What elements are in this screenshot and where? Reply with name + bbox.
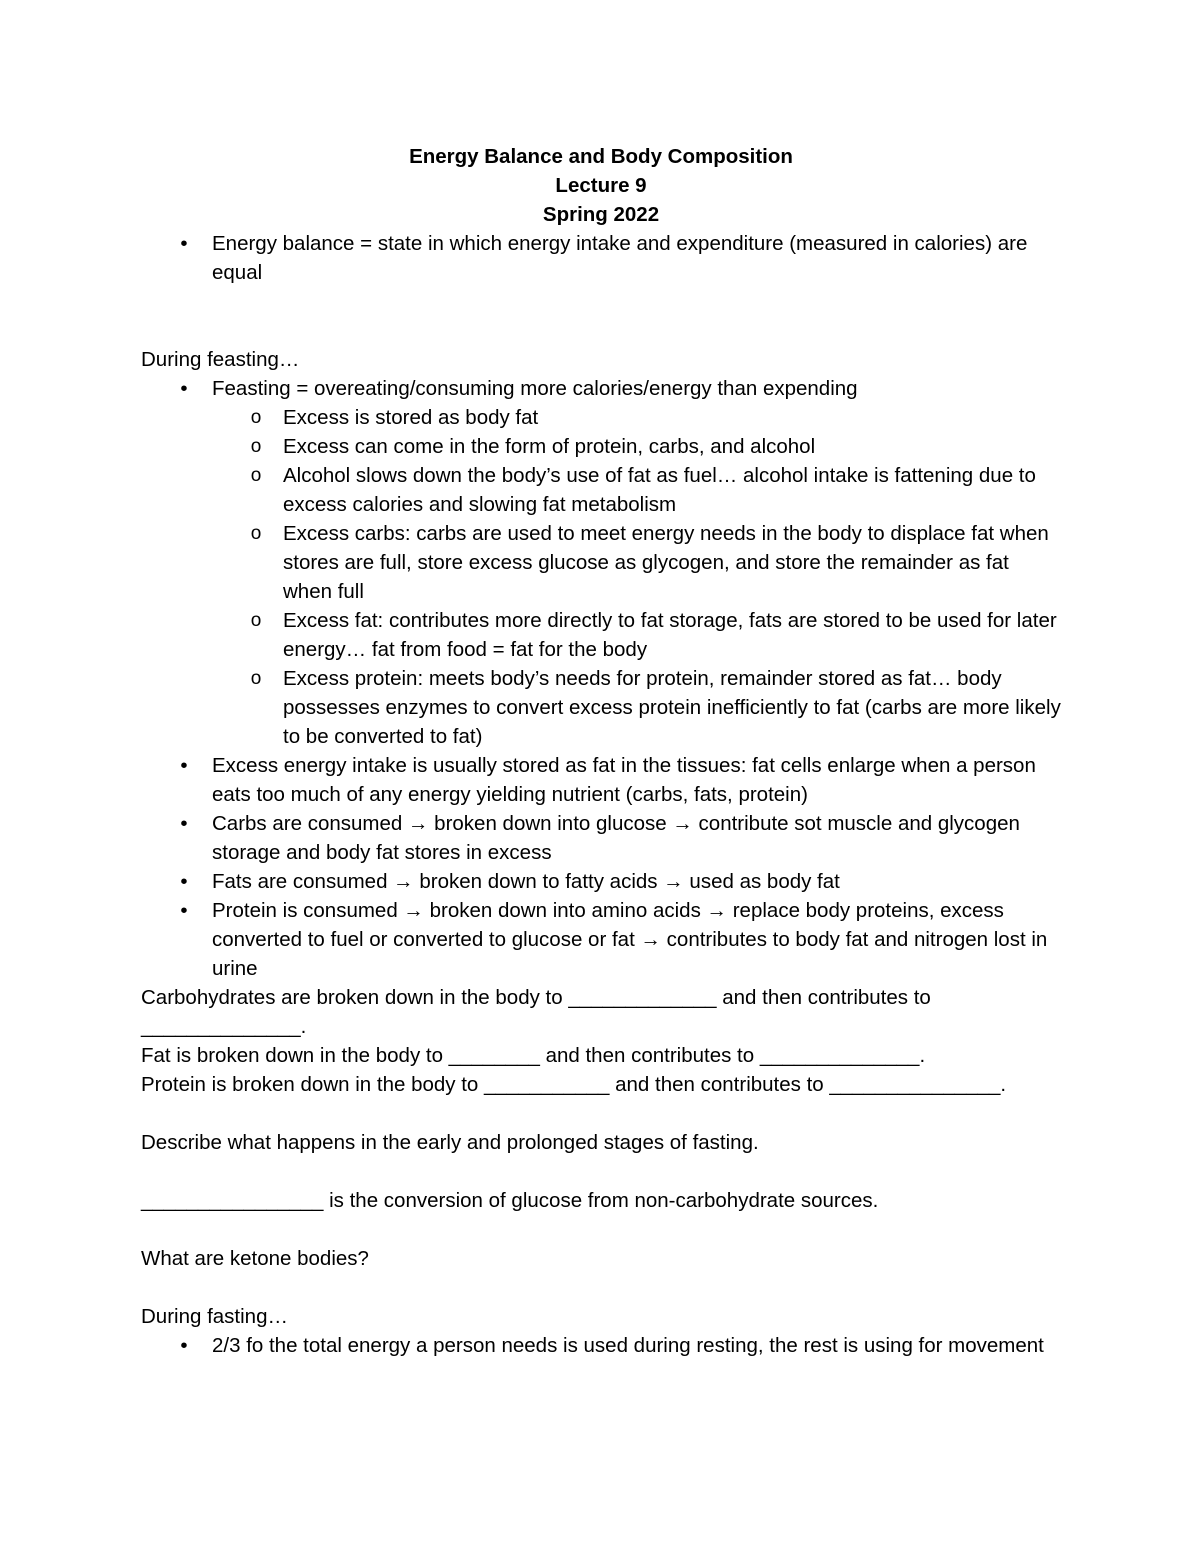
lecture-number: Lecture 9 xyxy=(555,174,647,197)
bullet-icon: • xyxy=(180,1334,188,1357)
list-item xyxy=(141,809,1061,867)
sub-list-item xyxy=(141,664,1061,751)
sub-bullet-text: Excess can come in the form of protein, carbs, and alcohol xyxy=(283,435,816,458)
sub-bullet-icon: o xyxy=(250,610,262,631)
fasting-heading: During fasting… xyxy=(141,1305,288,1328)
question-carbs: Carbohydrates are broken down in the body to _____________ and then contributes to ______________. xyxy=(141,986,931,1038)
question-fat: Fat is broken down in the body to ________ and then contributes to ______________. xyxy=(141,1044,926,1067)
sub-bullet-text: Excess fat: contributes more directly to fat storage, fats are stored to be used for later energy… fat from food = fat for the body xyxy=(283,609,1057,661)
feasting-heading: During feasting… xyxy=(141,348,300,371)
sub-list-item xyxy=(141,432,1061,461)
bullet-icon: • xyxy=(180,870,188,893)
bullet-text: Excess energy intake is usually stored as fat in the tissues: fat cells enlarge when a person eats too much of any energy yielding nutrient (carbs, fats, protein) xyxy=(212,754,1036,806)
bullet-text: Fats are consumed → broken down to fatty acids → used as body fat xyxy=(212,870,840,893)
feasting-list xyxy=(141,374,1061,983)
question-gluconeogenesis: ________________ is the conversion of glucose from non-carbohydrate sources. xyxy=(141,1189,879,1212)
list-item xyxy=(141,751,1061,809)
document-title: Energy Balance and Body Composition xyxy=(409,145,793,168)
list-item xyxy=(141,1331,1061,1360)
bullet-icon: • xyxy=(180,812,188,835)
spacer xyxy=(141,1157,1061,1186)
sub-bullet-icon: o xyxy=(250,523,262,544)
spacer xyxy=(141,1273,1061,1302)
sub-list-item xyxy=(141,519,1061,606)
spacer xyxy=(141,287,1061,345)
bullet-icon: • xyxy=(180,754,188,777)
sub-bullet-text: Alcohol slows down the body’s use of fat as fuel… alcohol intake is fattening due to excess calories and slowing fat metabolism xyxy=(283,464,1036,516)
bullet-text: Energy balance = state in which energy intake and expenditure (measured in calories) are equal xyxy=(212,232,1028,284)
list-item xyxy=(141,867,1061,896)
sub-bullet-icon: o xyxy=(250,436,262,457)
question-protein: Protein is broken down in the body to ___________ and then contributes to _______________. xyxy=(141,1073,1007,1096)
question-ketones: What are ketone bodies? xyxy=(141,1247,369,1270)
sub-bullet-icon: o xyxy=(250,465,262,486)
list-item xyxy=(141,896,1061,983)
list-item xyxy=(141,229,1061,287)
spacer xyxy=(141,1215,1061,1244)
sub-list-item xyxy=(141,403,1061,432)
bullet-text: Protein is consumed → broken down into amino acids → replace body proteins, excess converted to fuel or converted to glucose or fat → contributes to body fat and nitrogen lost in urine xyxy=(212,899,1048,980)
bullet-text: Feasting = overeating/consuming more calories/energy than expending xyxy=(212,377,858,400)
intro-list xyxy=(141,229,1061,287)
fasting-list xyxy=(141,1331,1061,1360)
bullet-text: 2/3 fo the total energy a person needs is used during resting, the rest is using for movement xyxy=(212,1334,1044,1357)
spacer xyxy=(141,1099,1061,1128)
sub-list-item xyxy=(141,606,1061,664)
sub-bullet-text: Excess protein: meets body’s needs for protein, remainder stored as fat… body possesses enzymes to convert excess protein inefficiently to fat (carbs are more likely to be converted to fat) xyxy=(283,667,1061,748)
sub-bullet-text: Excess carbs: carbs are used to meet energy needs in the body to displace fat when stores are full, store excess glucose as glycogen, and store the remainder as fat when full xyxy=(283,522,1049,603)
bullet-icon: • xyxy=(180,377,188,400)
term: Spring 2022 xyxy=(542,203,660,226)
sub-bullet-icon: o xyxy=(250,668,262,689)
list-item xyxy=(141,374,1061,403)
bullet-text: Carbs are consumed → broken down into glucose → contribute sot muscle and glycogen storage and body fat stores in excess xyxy=(212,812,1020,864)
sub-bullet-icon: o xyxy=(250,407,262,428)
document-body xyxy=(141,142,1061,1360)
sub-bullet-text: Excess is stored as body fat xyxy=(283,406,539,429)
bullet-icon: • xyxy=(180,232,188,255)
question-fasting-stages: Describe what happens in the early and prolonged stages of fasting. xyxy=(141,1131,759,1154)
bullet-icon: • xyxy=(180,899,188,922)
sub-list-item xyxy=(141,461,1061,519)
